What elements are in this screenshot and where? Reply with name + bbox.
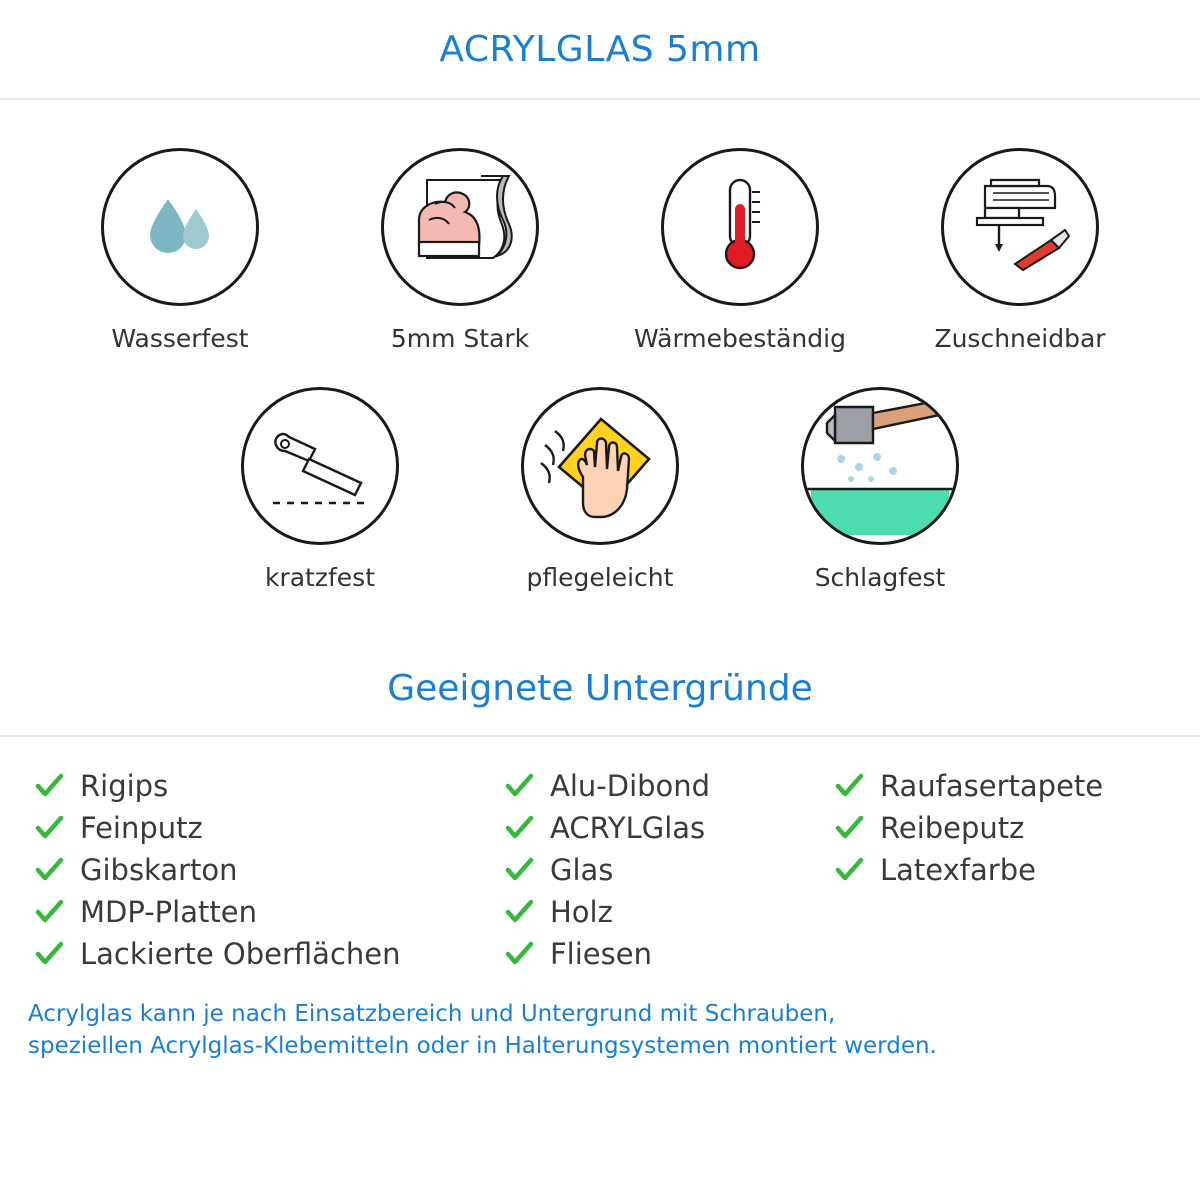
mounting-note-line-2: speziellen Acrylglas-Klebemitteln oder in Halterungsystemen montiert werden.	[28, 1032, 937, 1059]
feature-icon-circle	[521, 387, 679, 545]
check-icon	[34, 813, 64, 843]
jigsaw-and-knife-icon	[955, 160, 1085, 294]
list-item	[504, 891, 834, 933]
feature-label: Zuschneidbar	[934, 324, 1106, 353]
list-item	[834, 807, 1164, 849]
substrates-column-3	[834, 765, 1164, 975]
knife-scratch-icon	[255, 399, 385, 533]
feature-label: 5mm Stark	[390, 324, 530, 353]
check-icon	[834, 855, 864, 885]
list-item	[834, 765, 1164, 807]
mounting-note-line-1: Acrylglas kann je nach Einsatzbereich und Untergrund mit Schrauben,	[28, 1001, 836, 1027]
feature-label: kratzfest	[264, 563, 375, 592]
feature-icon-circle	[241, 387, 399, 545]
water-drops-icon	[130, 175, 230, 279]
list-item	[504, 807, 834, 849]
thermometer-icon	[690, 170, 790, 284]
feature-label: Schlagfest	[814, 563, 946, 592]
list-item	[34, 807, 504, 849]
list-item	[504, 933, 834, 975]
feature-row-1	[40, 148, 1160, 353]
hand-cleaning-cloth-icon	[521, 387, 679, 545]
feature-row-2	[40, 387, 1160, 592]
feature-icon-circle	[801, 387, 959, 545]
feature-wasserfest	[40, 148, 320, 353]
substrates-section-header	[0, 668, 1200, 737]
feature-icon-circle	[101, 148, 259, 306]
feature-kratzfest	[180, 387, 460, 592]
list-item-label: Fliesen	[550, 937, 652, 971]
check-icon	[504, 771, 534, 801]
list-item-label: Feinputz	[80, 811, 203, 845]
page-header	[0, 0, 1200, 100]
list-item	[34, 765, 504, 807]
feature-pflegeleicht	[460, 387, 740, 592]
check-icon	[834, 813, 864, 843]
feature-icon-circle	[941, 148, 1099, 306]
check-icon	[34, 771, 64, 801]
check-icon	[834, 771, 864, 801]
check-icon	[504, 855, 534, 885]
check-icon	[34, 855, 64, 885]
list-item	[34, 891, 504, 933]
list-item-label: Holz	[550, 895, 613, 929]
check-icon	[504, 813, 534, 843]
mounting-note	[0, 975, 1200, 1062]
feature-zuschneidbar	[880, 148, 1160, 353]
list-item-label: Reibeputz	[880, 811, 1025, 845]
feature-icon-circle	[381, 148, 539, 306]
list-item-label: Alu-Dibond	[550, 769, 711, 803]
page-title: ACRYLGLAS 5mm	[439, 28, 761, 70]
feature-waermebestaendig	[600, 148, 880, 353]
feature-grid	[0, 100, 1200, 592]
list-item	[34, 849, 504, 891]
check-icon	[34, 939, 64, 969]
list-item-label: Lackierte Oberflächen	[80, 937, 401, 971]
substrates-list	[0, 737, 1200, 975]
check-icon	[504, 897, 534, 927]
list-item-label: Rigips	[80, 769, 169, 803]
feature-5mm-stark	[320, 148, 600, 353]
list-item	[34, 933, 504, 975]
section-title: Geeignete Untergründe	[387, 668, 813, 709]
substrates-column-1	[34, 765, 504, 975]
check-icon	[504, 939, 534, 969]
list-item-label: Gibskarton	[80, 853, 238, 887]
check-icon	[34, 897, 64, 927]
substrates-column-2	[504, 765, 834, 975]
feature-label: Wasserfest	[111, 324, 249, 353]
list-item	[504, 849, 834, 891]
list-item-label: Glas	[550, 853, 614, 887]
feature-icon-circle	[661, 148, 819, 306]
hammer-impact-icon	[801, 387, 959, 545]
feature-label: pflegeleicht	[526, 563, 674, 592]
list-item	[504, 765, 834, 807]
list-item	[834, 849, 1164, 891]
list-item-label: Raufasertapete	[880, 769, 1104, 803]
list-item-label: MDP-Platten	[80, 895, 257, 929]
list-item-label: ACRYLGlas	[550, 811, 706, 845]
flexing-arm-icon	[385, 150, 535, 304]
feature-schlagfest	[740, 387, 1020, 592]
feature-label: Wärmebeständig	[634, 324, 846, 353]
list-item-label: Latexfarbe	[880, 853, 1036, 887]
